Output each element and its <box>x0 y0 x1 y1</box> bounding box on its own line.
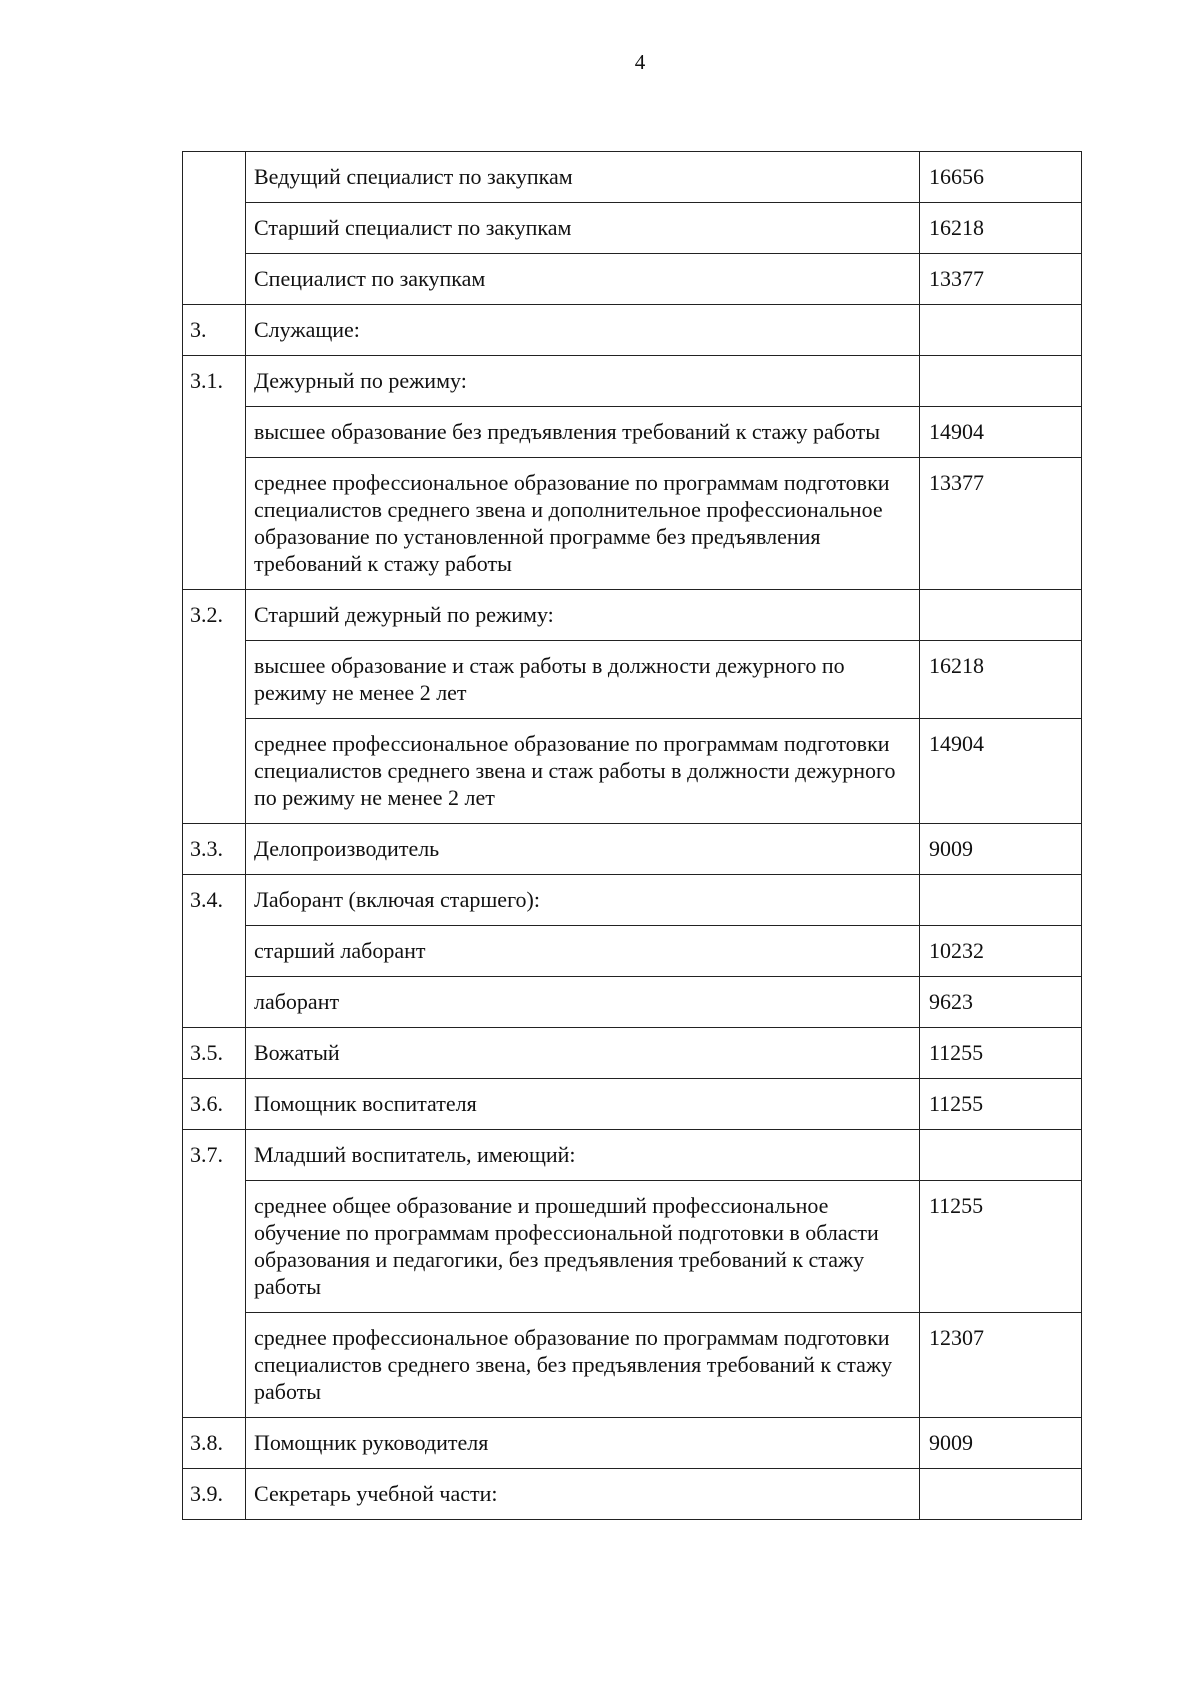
table-row <box>183 824 1082 875</box>
position-name: Лаборант (включая старшего): <box>246 875 920 926</box>
table-row <box>183 590 1082 641</box>
row-number <box>183 926 246 977</box>
salary-value: 13377 <box>920 458 1082 590</box>
table-row <box>183 1418 1082 1469</box>
row-number: 3.1. <box>183 356 246 407</box>
table-row <box>183 1028 1082 1079</box>
row-number: 3.6. <box>183 1079 246 1130</box>
salary-table <box>182 151 1082 1520</box>
row-number: 3.4. <box>183 875 246 926</box>
position-name: лаборант <box>246 977 920 1028</box>
page-number: 4 <box>634 50 646 74</box>
salary-value: 12307 <box>920 1313 1082 1418</box>
row-number <box>183 254 246 305</box>
table-row <box>183 1130 1082 1181</box>
position-name: Старший специалист по закупкам <box>246 203 920 254</box>
salary-value: 16218 <box>920 641 1082 719</box>
salary-value <box>920 590 1082 641</box>
table-row <box>183 356 1082 407</box>
position-name: Специалист по закупкам <box>246 254 920 305</box>
position-name: Служащие: <box>246 305 920 356</box>
row-number <box>183 203 246 254</box>
position-name: Дежурный по режиму: <box>246 356 920 407</box>
position-name: Помощник руководителя <box>246 1418 920 1469</box>
salary-value: 14904 <box>920 407 1082 458</box>
position-name: среднее общее образование и прошедший профессиональное обучение по программам профессиональной подготовки в области образования и педагогики, без предъявления требований к стажу работы <box>246 1181 920 1313</box>
row-number <box>183 719 246 824</box>
salary-value: 9623 <box>920 977 1082 1028</box>
salary-value: 16218 <box>920 203 1082 254</box>
position-name: среднее профессиональное образование по программам подготовки специалистов среднего звена и дополнительное профессиональное образование по установленной программе без предъявления требований к стажу работы <box>246 458 920 590</box>
position-name: Младший воспитатель, имеющий: <box>246 1130 920 1181</box>
row-number <box>183 977 246 1028</box>
table-row <box>183 1313 1082 1418</box>
salary-value <box>920 1130 1082 1181</box>
salary-value: 14904 <box>920 719 1082 824</box>
row-number: 3.2. <box>183 590 246 641</box>
position-name: высшее образование и стаж работы в должности дежурного по режиму не менее 2 лет <box>246 641 920 719</box>
row-number: 3.9. <box>183 1469 246 1520</box>
salary-value: 11255 <box>920 1028 1082 1079</box>
table-row <box>183 254 1082 305</box>
position-name: Вожатый <box>246 1028 920 1079</box>
table-row <box>183 875 1082 926</box>
row-number <box>183 152 246 203</box>
row-number <box>183 1313 246 1418</box>
salary-value <box>920 1469 1082 1520</box>
table-row <box>183 1181 1082 1313</box>
row-number: 3.5. <box>183 1028 246 1079</box>
table-row <box>183 1469 1082 1520</box>
row-number: 3.8. <box>183 1418 246 1469</box>
salary-value: 10232 <box>920 926 1082 977</box>
salary-value <box>920 875 1082 926</box>
salary-value <box>920 305 1082 356</box>
row-number <box>183 407 246 458</box>
salary-value <box>920 356 1082 407</box>
salary-value: 13377 <box>920 254 1082 305</box>
salary-value: 16656 <box>920 152 1082 203</box>
row-number: 3.3. <box>183 824 246 875</box>
salary-value: 9009 <box>920 1418 1082 1469</box>
table-row <box>183 152 1082 203</box>
position-name: среднее профессиональное образование по программам подготовки специалистов среднего звена, без предъявления требований к стажу работы <box>246 1313 920 1418</box>
salary-value: 11255 <box>920 1079 1082 1130</box>
row-number: 3.7. <box>183 1130 246 1181</box>
row-number: 3. <box>183 305 246 356</box>
salary-value: 11255 <box>920 1181 1082 1313</box>
position-name: Секретарь учебной части: <box>246 1469 920 1520</box>
position-name: Старший дежурный по режиму: <box>246 590 920 641</box>
position-name: Делопроизводитель <box>246 824 920 875</box>
table-row <box>183 203 1082 254</box>
table-row <box>183 926 1082 977</box>
position-name: Ведущий специалист по закупкам <box>246 152 920 203</box>
row-number <box>183 641 246 719</box>
position-name: высшее образование без предъявления требований к стажу работы <box>246 407 920 458</box>
table-row <box>183 407 1082 458</box>
position-name: среднее профессиональное образование по программам подготовки специалистов среднего звена и стаж работы в должности дежурного по режиму не менее 2 лет <box>246 719 920 824</box>
row-number <box>183 458 246 590</box>
position-name: Помощник воспитателя <box>246 1079 920 1130</box>
table-row <box>183 641 1082 719</box>
table-row <box>183 719 1082 824</box>
row-number <box>183 1181 246 1313</box>
table-row <box>183 458 1082 590</box>
table-row <box>183 977 1082 1028</box>
table-row <box>183 1079 1082 1130</box>
salary-value: 9009 <box>920 824 1082 875</box>
table-row <box>183 305 1082 356</box>
position-name: старший лаборант <box>246 926 920 977</box>
